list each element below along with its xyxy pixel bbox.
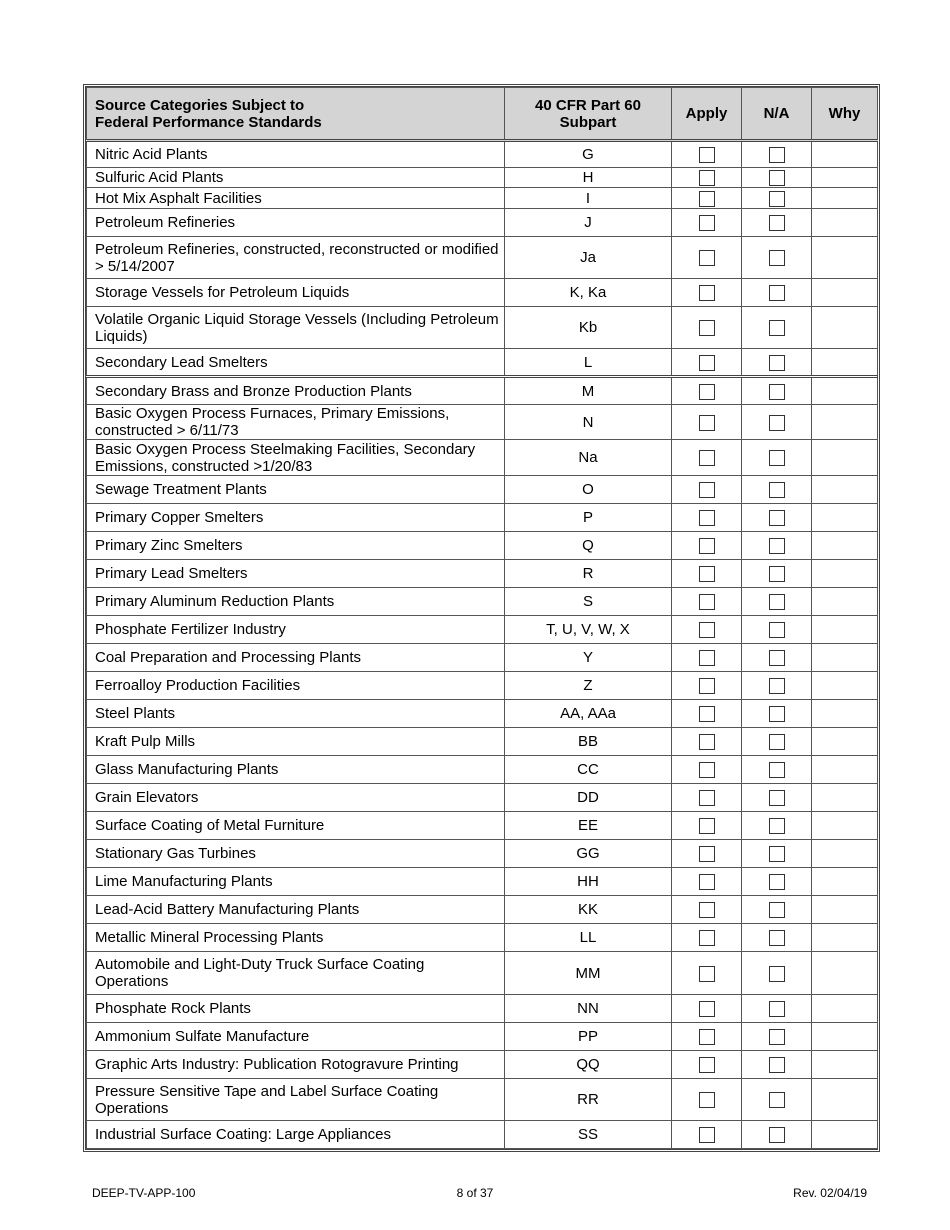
apply-cell (672, 440, 742, 476)
header-subpart-line2: Subpart (559, 113, 617, 131)
na-checkbox[interactable] (769, 482, 785, 498)
na-cell (742, 840, 812, 868)
nsps-source-categories-table (83, 84, 880, 1152)
na-checkbox[interactable] (769, 706, 785, 722)
na-cell (742, 728, 812, 756)
na-cell (742, 168, 812, 188)
subpart-cell: M (505, 377, 672, 405)
why-cell[interactable] (812, 1023, 878, 1051)
apply-cell (672, 1023, 742, 1051)
na-cell (742, 868, 812, 896)
na-checkbox[interactable] (769, 846, 785, 862)
why-cell[interactable] (812, 700, 878, 728)
header-source-line2: Federal Performance Standards (95, 113, 322, 131)
source-category-cell: Ammonium Sulfate Manufacture (87, 1023, 505, 1051)
subpart-cell: GG (505, 840, 672, 868)
why-cell[interactable] (812, 307, 878, 349)
na-checkbox[interactable] (769, 1001, 785, 1017)
table-row (87, 560, 878, 588)
apply-cell (672, 377, 742, 405)
apply-cell (672, 349, 742, 377)
table-row (87, 588, 878, 616)
na-checkbox[interactable] (769, 285, 785, 301)
apply-checkbox[interactable] (699, 1092, 715, 1108)
apply-checkbox[interactable] (699, 734, 715, 750)
subpart-cell: BB (505, 728, 672, 756)
na-cell (742, 644, 812, 672)
source-category-cell: Ferroalloy Production Facilities (87, 672, 505, 700)
table-row (87, 349, 878, 377)
source-category-cell: Storage Vessels for Petroleum Liquids (87, 279, 505, 307)
why-cell[interactable] (812, 896, 878, 924)
apply-cell (672, 840, 742, 868)
apply-checkbox[interactable] (699, 650, 715, 666)
source-category-cell: Secondary Brass and Bronze Production Plants (87, 377, 505, 405)
apply-checkbox[interactable] (699, 818, 715, 834)
why-cell[interactable] (812, 237, 878, 279)
na-checkbox[interactable] (769, 678, 785, 694)
header-subpart-line1: 40 CFR Part 60 (535, 96, 641, 114)
source-category-cell: Grain Elevators (87, 784, 505, 812)
na-cell (742, 700, 812, 728)
apply-checkbox[interactable] (699, 191, 715, 207)
apply-cell (672, 168, 742, 188)
subpart-cell: L (505, 349, 672, 377)
source-category-cell: Primary Zinc Smelters (87, 532, 505, 560)
table-row (87, 1079, 878, 1121)
na-cell (742, 349, 812, 377)
na-cell (742, 307, 812, 349)
na-checkbox[interactable] (769, 762, 785, 778)
why-cell[interactable] (812, 728, 878, 756)
apply-checkbox[interactable] (699, 450, 715, 466)
na-checkbox[interactable] (769, 902, 785, 918)
na-checkbox[interactable] (769, 170, 785, 186)
na-checkbox[interactable] (769, 818, 785, 834)
na-cell (742, 188, 812, 209)
apply-checkbox[interactable] (699, 147, 715, 163)
subpart-cell: KK (505, 896, 672, 924)
apply-cell (672, 896, 742, 924)
na-checkbox[interactable] (769, 510, 785, 526)
source-category-cell: Basic Oxygen Process Steelmaking Facilities, Secondary Emissions, constructed >1/20/83 (87, 440, 505, 476)
apply-cell (672, 672, 742, 700)
why-cell[interactable] (812, 672, 878, 700)
apply-cell (672, 924, 742, 952)
table-header-row (87, 88, 878, 141)
subpart-cell: H (505, 168, 672, 188)
source-category-cell: Metallic Mineral Processing Plants (87, 924, 505, 952)
apply-checkbox[interactable] (699, 846, 715, 862)
na-cell (742, 560, 812, 588)
subpart-cell: HH (505, 868, 672, 896)
source-category-cell: Surface Coating of Metal Furniture (87, 812, 505, 840)
source-category-cell: Graphic Arts Industry: Publication Rotogravure Printing (87, 1051, 505, 1079)
na-checkbox[interactable] (769, 320, 785, 336)
why-cell[interactable] (812, 209, 878, 237)
table-row (87, 868, 878, 896)
na-checkbox[interactable] (769, 1092, 785, 1108)
apply-cell (672, 952, 742, 995)
source-category-cell: Petroleum Refineries (87, 209, 505, 237)
footer-doc-id: DEEP-TV-APP-100 (92, 1186, 196, 1200)
na-cell (742, 405, 812, 440)
source-category-cell: Nitric Acid Plants (87, 141, 505, 168)
table-row (87, 1121, 878, 1149)
subpart-cell: Y (505, 644, 672, 672)
na-cell (742, 440, 812, 476)
na-cell (742, 784, 812, 812)
table-row (87, 440, 878, 476)
apply-checkbox[interactable] (699, 1029, 715, 1045)
subpart-cell: Q (505, 532, 672, 560)
table-row (87, 476, 878, 504)
apply-cell (672, 209, 742, 237)
apply-cell (672, 307, 742, 349)
why-cell[interactable] (812, 377, 878, 405)
apply-cell (672, 237, 742, 279)
na-cell (742, 812, 812, 840)
apply-cell (672, 700, 742, 728)
table-row (87, 924, 878, 952)
na-checkbox[interactable] (769, 250, 785, 266)
subpart-cell: CC (505, 756, 672, 784)
apply-checkbox[interactable] (699, 790, 715, 806)
table-body (87, 141, 878, 1149)
apply-cell (672, 728, 742, 756)
table-row (87, 377, 878, 405)
source-category-cell: Phosphate Fertilizer Industry (87, 616, 505, 644)
subpart-cell: QQ (505, 1051, 672, 1079)
subpart-cell: DD (505, 784, 672, 812)
apply-cell (672, 616, 742, 644)
why-cell[interactable] (812, 279, 878, 307)
na-checkbox[interactable] (769, 191, 785, 207)
source-category-cell: Pressure Sensitive Tape and Label Surface Coating Operations (87, 1079, 505, 1121)
na-cell (742, 532, 812, 560)
apply-checkbox[interactable] (699, 482, 715, 498)
header-apply: Apply (672, 88, 742, 141)
na-checkbox[interactable] (769, 1029, 785, 1045)
na-cell (742, 616, 812, 644)
apply-cell (672, 1121, 742, 1149)
table-row (87, 700, 878, 728)
na-checkbox[interactable] (769, 874, 785, 890)
subpart-cell: MM (505, 952, 672, 995)
apply-cell (672, 995, 742, 1023)
table-row (87, 672, 878, 700)
apply-checkbox[interactable] (699, 874, 715, 890)
why-cell[interactable] (812, 349, 878, 377)
source-category-cell: Lime Manufacturing Plants (87, 868, 505, 896)
table-row (87, 1051, 878, 1079)
why-cell[interactable] (812, 1051, 878, 1079)
why-cell[interactable] (812, 440, 878, 476)
table-row (87, 188, 878, 209)
na-checkbox[interactable] (769, 566, 785, 582)
why-cell[interactable] (812, 1079, 878, 1121)
table-row (87, 728, 878, 756)
apply-checkbox[interactable] (699, 415, 715, 431)
apply-checkbox[interactable] (699, 930, 715, 946)
apply-cell (672, 188, 742, 209)
apply-checkbox[interactable] (699, 622, 715, 638)
apply-checkbox[interactable] (699, 510, 715, 526)
subpart-cell: S (505, 588, 672, 616)
na-checkbox[interactable] (769, 538, 785, 554)
apply-cell (672, 532, 742, 560)
apply-cell (672, 279, 742, 307)
apply-checkbox[interactable] (699, 762, 715, 778)
na-cell (742, 1079, 812, 1121)
source-category-cell: Volatile Organic Liquid Storage Vessels (Including Petroleum Liquids) (87, 307, 505, 349)
apply-checkbox[interactable] (699, 566, 715, 582)
na-cell (742, 672, 812, 700)
header-subpart (505, 88, 672, 141)
apply-checkbox[interactable] (699, 170, 715, 186)
why-cell[interactable] (812, 504, 878, 532)
na-cell (742, 1051, 812, 1079)
subpart-cell: R (505, 560, 672, 588)
subpart-cell: AA, AAa (505, 700, 672, 728)
na-checkbox[interactable] (769, 930, 785, 946)
why-cell[interactable] (812, 868, 878, 896)
apply-checkbox[interactable] (699, 384, 715, 400)
apply-checkbox[interactable] (699, 966, 715, 982)
table-row (87, 237, 878, 279)
footer-revision: Rev. 02/04/19 (793, 1186, 867, 1200)
apply-cell (672, 560, 742, 588)
why-cell[interactable] (812, 588, 878, 616)
header-source-line1: Source Categories Subject to (95, 96, 305, 114)
subpart-cell: K, Ka (505, 279, 672, 307)
apply-cell (672, 476, 742, 504)
na-cell (742, 896, 812, 924)
apply-cell (672, 588, 742, 616)
table-row (87, 1023, 878, 1051)
table-row (87, 405, 878, 440)
na-checkbox[interactable] (769, 1057, 785, 1073)
why-cell[interactable] (812, 141, 878, 168)
subpart-cell: Kb (505, 307, 672, 349)
why-cell[interactable] (812, 616, 878, 644)
apply-cell (672, 504, 742, 532)
na-cell (742, 1121, 812, 1149)
subpart-cell: LL (505, 924, 672, 952)
apply-checkbox[interactable] (699, 538, 715, 554)
subpart-cell: N (505, 405, 672, 440)
table-row (87, 756, 878, 784)
table-row (87, 616, 878, 644)
why-cell[interactable] (812, 784, 878, 812)
subpart-cell: J (505, 209, 672, 237)
source-category-cell: Primary Lead Smelters (87, 560, 505, 588)
table-row (87, 307, 878, 349)
source-category-cell: Secondary Lead Smelters (87, 349, 505, 377)
subpart-cell: RR (505, 1079, 672, 1121)
na-checkbox[interactable] (769, 966, 785, 982)
subpart-cell: Z (505, 672, 672, 700)
table-row (87, 952, 878, 995)
apply-cell (672, 868, 742, 896)
na-cell (742, 237, 812, 279)
source-category-cell: Glass Manufacturing Plants (87, 756, 505, 784)
apply-checkbox[interactable] (699, 1001, 715, 1017)
subpart-cell: I (505, 188, 672, 209)
source-category-cell: Hot Mix Asphalt Facilities (87, 188, 505, 209)
apply-checkbox[interactable] (699, 250, 715, 266)
why-cell[interactable] (812, 405, 878, 440)
source-category-cell: Sulfuric Acid Plants (87, 168, 505, 188)
apply-cell (672, 644, 742, 672)
source-category-cell: Stationary Gas Turbines (87, 840, 505, 868)
header-why: Why (812, 88, 878, 141)
source-category-cell: Steel Plants (87, 700, 505, 728)
source-category-cell: Primary Copper Smelters (87, 504, 505, 532)
na-cell (742, 924, 812, 952)
na-checkbox[interactable] (769, 594, 785, 610)
table-row (87, 812, 878, 840)
na-checkbox[interactable] (769, 734, 785, 750)
na-cell (742, 756, 812, 784)
source-category-cell: Kraft Pulp Mills (87, 728, 505, 756)
apply-cell (672, 756, 742, 784)
apply-checkbox[interactable] (699, 902, 715, 918)
source-category-cell: Phosphate Rock Plants (87, 995, 505, 1023)
table-row (87, 504, 878, 532)
subpart-cell: T, U, V, W, X (505, 616, 672, 644)
na-checkbox[interactable] (769, 622, 785, 638)
na-checkbox[interactable] (769, 147, 785, 163)
apply-checkbox[interactable] (699, 1057, 715, 1073)
table-row (87, 840, 878, 868)
table-row (87, 896, 878, 924)
source-category-cell: Basic Oxygen Process Furnaces, Primary Emissions, constructed > 6/11/73 (87, 405, 505, 440)
table-row (87, 168, 878, 188)
why-cell[interactable] (812, 532, 878, 560)
apply-cell (672, 1051, 742, 1079)
apply-checkbox[interactable] (699, 706, 715, 722)
na-checkbox[interactable] (769, 1127, 785, 1143)
why-cell[interactable] (812, 756, 878, 784)
apply-cell (672, 405, 742, 440)
na-cell (742, 141, 812, 168)
na-cell (742, 377, 812, 405)
table-row (87, 209, 878, 237)
subpart-cell: P (505, 504, 672, 532)
apply-cell (672, 812, 742, 840)
source-category-cell: Automobile and Light-Duty Truck Surface Coating Operations (87, 952, 505, 995)
na-cell (742, 995, 812, 1023)
apply-checkbox[interactable] (699, 678, 715, 694)
na-checkbox[interactable] (769, 450, 785, 466)
na-cell (742, 476, 812, 504)
table-row (87, 141, 878, 168)
apply-checkbox[interactable] (699, 1127, 715, 1143)
table-row (87, 644, 878, 672)
na-checkbox[interactable] (769, 355, 785, 371)
table-row (87, 995, 878, 1023)
subpart-cell: NN (505, 995, 672, 1023)
why-cell[interactable] (812, 924, 878, 952)
table-row (87, 532, 878, 560)
apply-checkbox[interactable] (699, 285, 715, 301)
source-category-cell: Lead-Acid Battery Manufacturing Plants (87, 896, 505, 924)
source-category-cell: Industrial Surface Coating: Large Appliances (87, 1121, 505, 1149)
na-cell (742, 504, 812, 532)
na-checkbox[interactable] (769, 215, 785, 231)
source-category-cell: Primary Aluminum Reduction Plants (87, 588, 505, 616)
source-category-cell: Coal Preparation and Processing Plants (87, 644, 505, 672)
why-cell[interactable] (812, 1121, 878, 1149)
subpart-cell: SS (505, 1121, 672, 1149)
header-na: N/A (742, 88, 812, 141)
footer-page-number: 8 of 37 (456, 1186, 494, 1200)
apply-cell (672, 141, 742, 168)
na-checkbox[interactable] (769, 384, 785, 400)
subpart-cell: G (505, 141, 672, 168)
apply-checkbox[interactable] (699, 594, 715, 610)
header-source-categories (87, 88, 505, 141)
subpart-cell: PP (505, 1023, 672, 1051)
na-checkbox[interactable] (769, 790, 785, 806)
source-category-cell: Sewage Treatment Plants (87, 476, 505, 504)
table-row (87, 784, 878, 812)
table-row (87, 279, 878, 307)
na-cell (742, 209, 812, 237)
apply-checkbox[interactable] (699, 215, 715, 231)
na-cell (742, 279, 812, 307)
why-cell[interactable] (812, 952, 878, 995)
subpart-cell: Na (505, 440, 672, 476)
why-cell[interactable] (812, 476, 878, 504)
why-cell[interactable] (812, 840, 878, 868)
why-cell[interactable] (812, 188, 878, 209)
apply-cell (672, 784, 742, 812)
subpart-cell: O (505, 476, 672, 504)
why-cell[interactable] (812, 644, 878, 672)
source-category-cell: Petroleum Refineries, constructed, reconstructed or modified > 5/14/2007 (87, 237, 505, 279)
why-cell[interactable] (812, 560, 878, 588)
apply-checkbox[interactable] (699, 355, 715, 371)
why-cell[interactable] (812, 812, 878, 840)
apply-checkbox[interactable] (699, 320, 715, 336)
subpart-cell: Ja (505, 237, 672, 279)
na-cell (742, 588, 812, 616)
na-cell (742, 952, 812, 995)
why-cell[interactable] (812, 168, 878, 188)
apply-cell (672, 1079, 742, 1121)
subpart-cell: EE (505, 812, 672, 840)
why-cell[interactable] (812, 995, 878, 1023)
na-cell (742, 1023, 812, 1051)
na-checkbox[interactable] (769, 650, 785, 666)
na-checkbox[interactable] (769, 415, 785, 431)
